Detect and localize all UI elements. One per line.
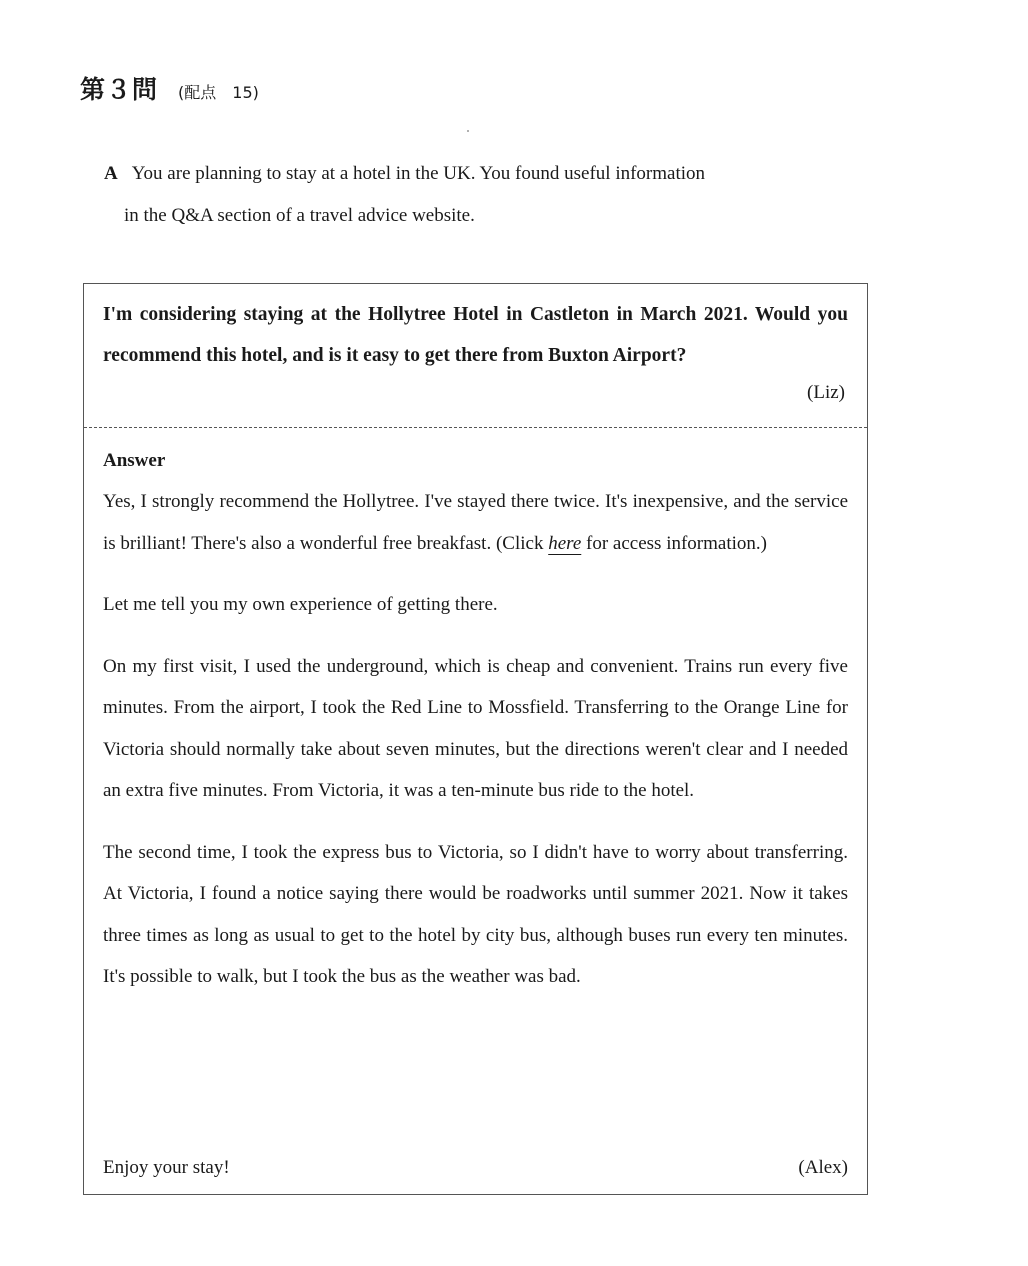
answer-heading: Answer (103, 450, 166, 471)
answer-paragraph-4: The second time, I took the express bus to Victoria, so I didn't have to worry about transferring. At Victoria, I found a notice saying there would be roadworks until summer 2021. Now it takes three times as long as usual to get to the hotel by city bus, although buses run every ten minutes. It's possible to walk, but I took the bus as the weather was bad. (103, 841, 848, 987)
access-info-link[interactable]: here (548, 532, 582, 554)
question-author: (Liz) (807, 382, 845, 403)
answer-p1-before: Yes, I strongly recommend the Hollytree. I've stayed there twice. It's inexpensive, and the service is brilliant! There's also a wonderful free breakfast. (Click (103, 491, 848, 554)
answer-footer (103, 1147, 848, 1188)
stray-dot (467, 130, 469, 132)
answer-author: (Alex) (798, 1157, 848, 1178)
intro-line-2: in the Q&A section of a travel advice website. (124, 205, 475, 226)
intro-line-1-text: You are planning to stay at a hotel in the UK. You found useful information (131, 163, 706, 184)
question-number: 第３問 (80, 75, 159, 104)
question-points: (配点 15) (178, 83, 259, 102)
dashed-divider (84, 427, 867, 428)
answer-p1-after: for access information.) (581, 532, 767, 554)
closing-text: Enjoy your stay! (103, 1157, 230, 1178)
question-header (80, 70, 259, 106)
section-label: A (104, 163, 118, 184)
answer-section (103, 440, 848, 1018)
answer-paragraph-3: On my first visit, I used the underground, which is cheap and convenient. Trains run every five minutes. From the airport, I took the Red Line to Mossfield. Transferring to the Orange Line for Victoria should normally take about seven minutes, but the directions weren't clear and I needed an extra five minutes. From Victoria, it was a ten-minute bus ride to the hotel. (103, 655, 848, 801)
intro-text (104, 153, 884, 237)
answer-paragraph-2: Let me tell you my own experience of getting there. (103, 594, 498, 615)
answer-paragraph-1 (103, 481, 848, 564)
qa-box (83, 283, 868, 1195)
intro-line-1 (104, 153, 884, 195)
question-text: I'm considering staying at the Hollytree Hotel in Castleton in March 2021. Would you recommend this hotel, and is it easy to get there from Buxton Airport? (103, 304, 848, 366)
